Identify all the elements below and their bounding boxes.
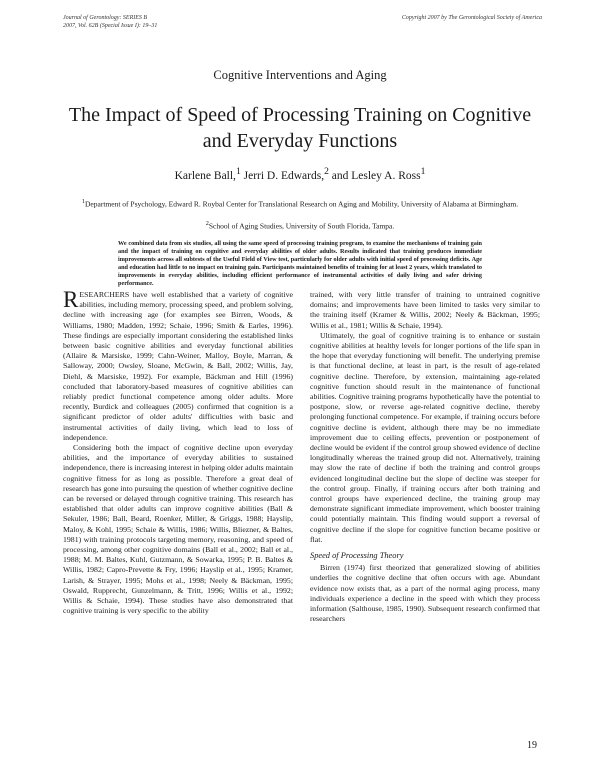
paragraph bbox=[63, 287, 293, 443]
abstract: We combined data from six studies, all using the same speed of processing training program, to examine the mechanisms of training gain and the impact of training on cognitive and everyday abilities of older adults. Results indicated that training produces immediate improvements across all subtests of the Useful Field of View test, particularly for older adults with initial speed of processing deficits. Age and education had little to no impact on training gain. Participants maintained benefits of training for at least 2 years, which translated to improvements in everyday abilities, including efficient performance of instrumental activities of daily living and safer driving performance. bbox=[118, 240, 482, 287]
affiliation-2 bbox=[70, 219, 530, 232]
author-name: and Lesley A. Ross bbox=[328, 169, 421, 182]
paragraph: trained, with very little transfer of training to untrained cognitive domains; and improvements have been limited to tasks very similar to the training itself (Kramer & Willis, 2002; Neely & Bäckman, 1995; Willis et al., 1981; Willis & Schaie, 1994). bbox=[310, 290, 540, 330]
author-affil-marker: 1 bbox=[235, 166, 241, 177]
left-column bbox=[63, 287, 293, 617]
author-name: Jerri D. Edwards, bbox=[240, 169, 325, 182]
paragraph: Ultimately, the goal of cognitive training is to enhance or sustain cognitive abilities at healthy levels for longer portions of the life span in the hope that everyday functioning will benefit. The underlying premise is that functional decline, at least in part, is the result of age-related cognitive decline. Therefore, by extension, maintaining age-related cognitive function should result in the maintenance of functional abilities. Cognitive training programs hypothetically have the potential to postpone, slow, or reverse age-related cognitive decline, thereby prolonging functional competence. For example, if training occurs before cognitive decline is evident, although there may be no immediate improvement due to ceiling effects, prevention or postponement of decline would be evident if the control group showed evidence of decline longitudinally whereas the trained group did not. Alternatively, training may slow the rate of decline if both the training and control groups evidenced longitudinal decline but the slope of decline was steeper for the control group. Finally, if training occurs after both training and control groups have experienced decline, the training group may demonstrate significant immediate improvement, which booster training could potentially maintain. This finding would support a reversal of cognitive decline if the slope for cognitive function became positive or flat. bbox=[310, 330, 540, 544]
paragraph: Birren (1974) first theorized that generalized slowing of abilities underlies the cognitive decline that often occurs with age. Abundant evidence now exists that, as a part of the normal aging process, many individuals experience a decline in the speed with which they process information (Salthouse, 1985, 1990). Subsequent research confirmed that researchers bbox=[310, 563, 540, 624]
drop-cap: R bbox=[63, 287, 79, 312]
subsection-heading: Speed of Processing Theory bbox=[310, 551, 404, 561]
affiliation-1 bbox=[70, 197, 530, 210]
author-affil-marker: 1 bbox=[420, 166, 426, 177]
page-number: 19 bbox=[527, 740, 537, 751]
affil-text: School of Aging Studies, University of South Florida, Tampa. bbox=[208, 221, 395, 231]
affil-text: Department of Psychology, Edward R. Roybal Center for Translational Research on Aging and Mobility, University of Alabama at Birmingham. bbox=[85, 199, 519, 209]
paper-title: The Impact of Speed of Processing Training on Cognitive and Everyday Functions bbox=[68, 104, 532, 152]
paragraph: Considering both the impact of cognitive decline upon everyday abilities, and the importance of everyday abilities to sustained independence, there is increasing interest in helping older adults maintain cognitive fitness for as long as possible. Therefore a great deal of research has gone into pursuing the question of whether cognitive decline can be reversed or delayed through cognitive training. This research has established that older adults can improve cognitive abilities (Ball & Sekuler, 1986; Ball, Beard, Roenker, Miller, & Griggs, 1988; Hayslip, Maloy, & Kohl, 1995; Schaie & Willis, 1986; Willis, Bliezner, & Baltes, 1981) with training protocols targeting memory, reasoning, and speed of processing, among other cognitive domains (Ball et al., 2002; Ball et al., 1988; M. M. Baltes, Kuhl, Gutzmann, & Sowarka, 1995; P. B. Baltes & Willis, 1982; Capro-Prevette & Fry, 1996; Hayslip et al., 1995; Kramer, Larish, & Strayer, 1995; Mohs et al., 1998; Neely & Bäckman, 1995; Oswald, Rupprecht, Gunzelmann, & Tritt, 1996; Willis et al., 1992; Willis & Schaie, 1994). These studies have also demonstrated that cognitive training is very specific to the ability bbox=[63, 443, 293, 616]
section-heading: Cognitive Interventions and Aging bbox=[213, 68, 387, 82]
journal-name: Journal of Gerontology: SERIES B bbox=[63, 15, 148, 21]
paragraph-text: ESEARCHERS have well established that a variety of cognitive abilities, including memory, processing speed, and problem solving, decline with increasing age (for examples see Birren, Woods, & Williams, 1980; Madden, 1992; Schaie, 1996; Smith & Earles, 1996). These findings are especially important considering the established links between basic cognitive abilities and everyday functional abilities (Allaire & Marsiske, 1999; Cahn-Weiner, Malloy, Boyle, Marran, & Salloway, 2000; Owsley, Sloane, McGwin, & Ball, 2002; Willis, Jay, Diehl, & Marsiske, 1992). For example, Bäckman and Hill (1996) concluded that laboratory-based measures of cognitive abilities can reliably predict functional competence among older adults. More recently, Burdick and colleagues (2005) confirmed that cognition is a significant predictor of older adults' difficulties with basic and instrumental activities of daily living, which lead to loss of independence. bbox=[63, 290, 293, 442]
author-list bbox=[0, 166, 600, 182]
affil-marker: 2 bbox=[205, 220, 209, 227]
author-name: Karlene Ball, bbox=[174, 169, 236, 182]
copyright-notice: Copyright 2007 by The Gerontological Society of America bbox=[401, 15, 542, 21]
right-column bbox=[310, 290, 540, 625]
running-header bbox=[63, 14, 157, 30]
author-affil-marker: 2 bbox=[324, 166, 329, 177]
journal-volume: 2007, Vol. 62B (Special Issue I): 19–31 bbox=[63, 23, 158, 29]
affil-marker: 1 bbox=[81, 198, 85, 205]
